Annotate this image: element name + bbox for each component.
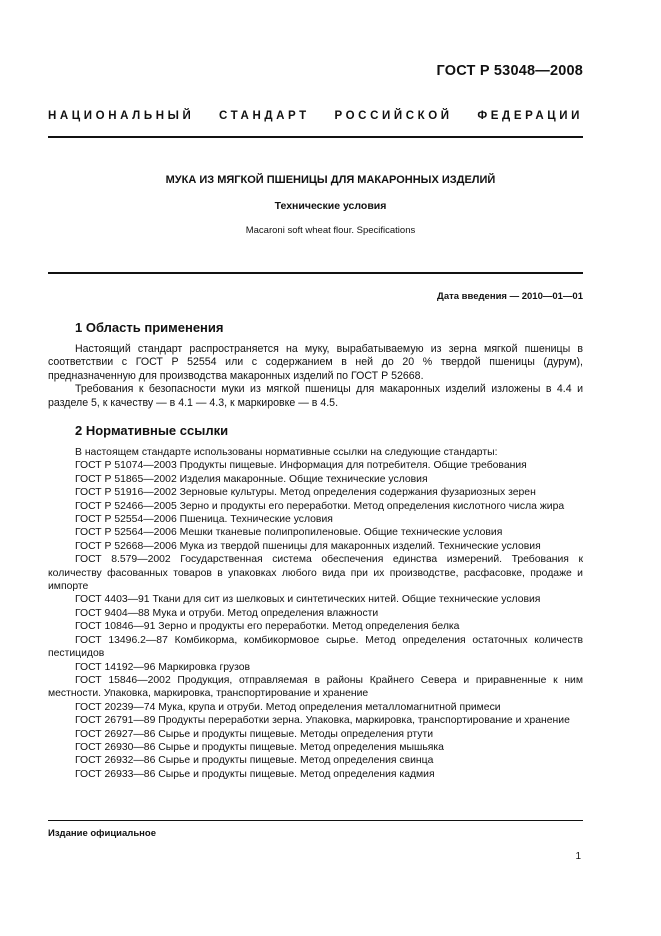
section-1-paragraph-2: Требования к безопасности муки из мягкой пшеницы для макаронных изделий изложены в 4.4 и разделе 5, к качеству — в 4.1 — 4.3, к маркировке — в 4.5. — [48, 383, 583, 409]
official-edition-label: Издание официальное — [48, 828, 156, 839]
reference-item: ГОСТ 13496.2—87 Комбикорма, комбикормовое сырье. Метод определения остаточных количеств пестицидов — [48, 634, 583, 660]
reference-item: ГОСТ Р 52564—2006 Мешки тканевые полипропиленовые. Общие технические условия — [75, 527, 503, 539]
reference-item: ГОСТ 26791—89 Продукты переработки зерна. Упаковка, маркировка, транспортирование и хранение — [75, 715, 570, 727]
reference-item: ГОСТ 10846—91 Зерно и продукты его переработки. Метод определения белка — [75, 621, 460, 633]
footer-divider — [48, 820, 583, 821]
reference-item: ГОСТ Р 51865—2002 Изделия макаронные. Общие технические условия — [75, 473, 428, 485]
reference-item: ГОСТ 9404—88 Мука и отруби. Метод определения влажности — [75, 607, 379, 619]
document-subtitle: Технические условия — [274, 200, 387, 212]
reference-item: ГОСТ 26932—86 Сырье и продукты пищевые. Метод определения свинца — [75, 755, 434, 767]
reference-item: ГОСТ 8.579—2002 Государственная система обеспечения единства измерений. Требования к количеству фасованных товаров в упаковках любого вида при их производстве, расфасовке, продаже и импорте — [48, 554, 583, 593]
header-divider — [48, 136, 583, 138]
reference-item: ГОСТ 4403—91 Ткани для сит из шелковых и синтетических нитей. Общие технические условия — [75, 594, 541, 606]
reference-item: ГОСТ 14192—96 Маркировка грузов — [75, 661, 251, 673]
national-standard-banner: НАЦИОНАЛЬНЫЙ СТАНДАРТ РОССИЙСКОЙ ФЕДЕРАЦИИ — [48, 110, 583, 122]
standard-number: ГОСТ Р 53048—2008 — [436, 63, 583, 79]
normative-references-list — [48, 446, 583, 781]
reference-item: ГОСТ Р 52466—2005 Зерно и продукты его переработки. Метод определения кислотного числа жира — [75, 500, 565, 512]
reference-item: ГОСТ 26927—86 Сырье и продукты пищевые. Методы определения ртути — [75, 728, 434, 740]
title-divider — [48, 272, 583, 274]
references-intro: В настоящем стандарте использованы нормативные ссылки на следующие стандарты: — [75, 447, 498, 458]
section-1-body — [48, 343, 583, 410]
reference-item: ГОСТ 20239—74 Мука, крупа и отруби. Метод определения металломагнитной примеси — [75, 701, 501, 713]
reference-item: ГОСТ 26930—86 Сырье и продукты пищевые. Метод определения мышьяка — [75, 741, 444, 753]
english-title: Macaroni soft wheat flour. Specifications — [245, 225, 416, 236]
reference-item: ГОСТ Р 52554—2006 Пшеница. Технические условия — [75, 514, 333, 526]
section-1-heading: 1 Область применения — [75, 320, 224, 335]
effective-date: Дата введения — 2010—01—01 — [437, 291, 583, 302]
reference-item: ГОСТ Р 51074—2003 Продукты пищевые. Информация для потребителя. Общие требования — [75, 460, 527, 472]
reference-item: ГОСТ Р 51916—2002 Зерновые культуры. Метод определения содержания фузариозных зерен — [75, 487, 536, 499]
section-2-heading: 2 Нормативные ссылки — [75, 423, 229, 438]
reference-item: ГОСТ Р 52668—2006 Мука из твердой пшеницы для макаронных изделий. Технические условия — [75, 540, 541, 552]
reference-item: ГОСТ 26933—86 Сырье и продукты пищевые. Метод определения кадмия — [75, 768, 435, 780]
section-1-paragraph-1: Настоящий стандарт распространяется на муку, вырабатываемую из зерна мягкой пшеницы в соответствии с ГОСТ Р 52554 или с содержанием в ней до 20 % твердой пшеницы (дурум), предназначенную для производства макаронных изделий по ГОСТ Р 52668. — [48, 343, 583, 382]
document-title: МУКА ИЗ МЯГКОЙ ПШЕНИЦЫ ДЛЯ МАКАРОННЫХ ИЗДЕЛИЙ — [165, 174, 496, 186]
page-number: 1 — [575, 851, 581, 862]
reference-item: ГОСТ 15846—2002 Продукция, отправляемая в районы Крайнего Севера и приравненные к ним местности. Упаковка, маркировка, транспортирование и хранение — [48, 674, 583, 700]
